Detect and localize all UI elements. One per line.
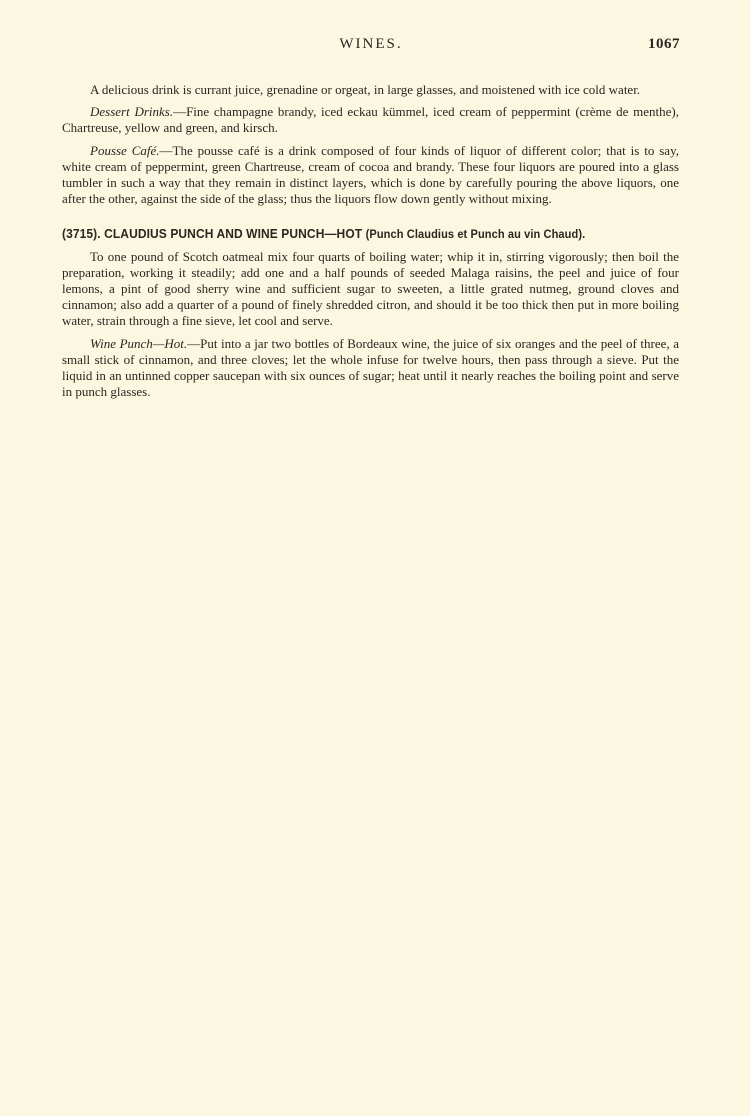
dessert-drinks-lead: Dessert Drinks. (90, 104, 174, 120)
recipe-heading (62, 226, 654, 243)
paragraph-pousse-cafe (62, 143, 679, 208)
running-head (62, 35, 680, 55)
paragraph-dessert-drinks (62, 104, 679, 136)
dessert-drinks-body: —Fine champagne brandy, iced eckau kümmel, iced cream of peppermint (crème de menthe), Chartreuse, yellow and green, and kirsch. (62, 104, 679, 136)
page-title: WINES. (339, 36, 403, 52)
paragraph-claudius-punch: To one pound of Scotch oatmeal mix four quarts of boiling water; whip it in, stirring vigorously; then boil the preparation, working it steadily; add one and a half pounds of seeded Malaga raisins, the peel and juice of four lemons, a pint of good sherry wine and sufficient sugar to sweeten, a little grated nutmeg, ground cloves and cinnamon; also add a quarter of a pound of finely shredded citron, and should it be too thick then put in more boiling water, strain through a fine sieve, let cool and serve. (62, 248, 679, 329)
pousse-cafe-body: —The pousse café is a drink composed of four kinds of liquor of different color; that is to say, white cream of peppermint, green Chartreuse, cream of cocoa and brandy. These four liquors are poured into a glass tumbler in such a way that they remain in distinct layers, which is done by carefully pouring the above liquors, one after the other, against the side of the glass; thus the liquors flow down gently without mixing. (62, 142, 679, 207)
recipe-heading-main: (3715). CLAUDIUS PUNCH AND WINE PUNCH—HOT (62, 227, 363, 242)
wine-punch-lead: Wine Punch—Hot. (90, 335, 188, 351)
recipe-heading-sub: (Punch Claudius et Punch au vin Chaud). (365, 229, 586, 242)
page-number: 1067 (648, 36, 680, 52)
paragraph-wine-punch-hot (62, 336, 679, 401)
wine-punch-body: —Put into a jar two bottles of Bordeaux wine, the juice of six oranges and the peel of three, a small stick of cinnamon, and three cloves; let the whole infuse for twelve hours, then pass through a sieve. Put the liquid in an untinned copper saucepan with six ounces of sugar; heat until it nearly reaches the boiling point and serve in punch glasses. (62, 335, 680, 400)
body-text (62, 82, 679, 406)
paragraph-currant-juice: A delicious drink is currant juice, grenadine or orgeat, in large glasses, and moistened with ice cold water. (90, 82, 641, 97)
pousse-cafe-lead: Pousse Café. (90, 142, 160, 158)
